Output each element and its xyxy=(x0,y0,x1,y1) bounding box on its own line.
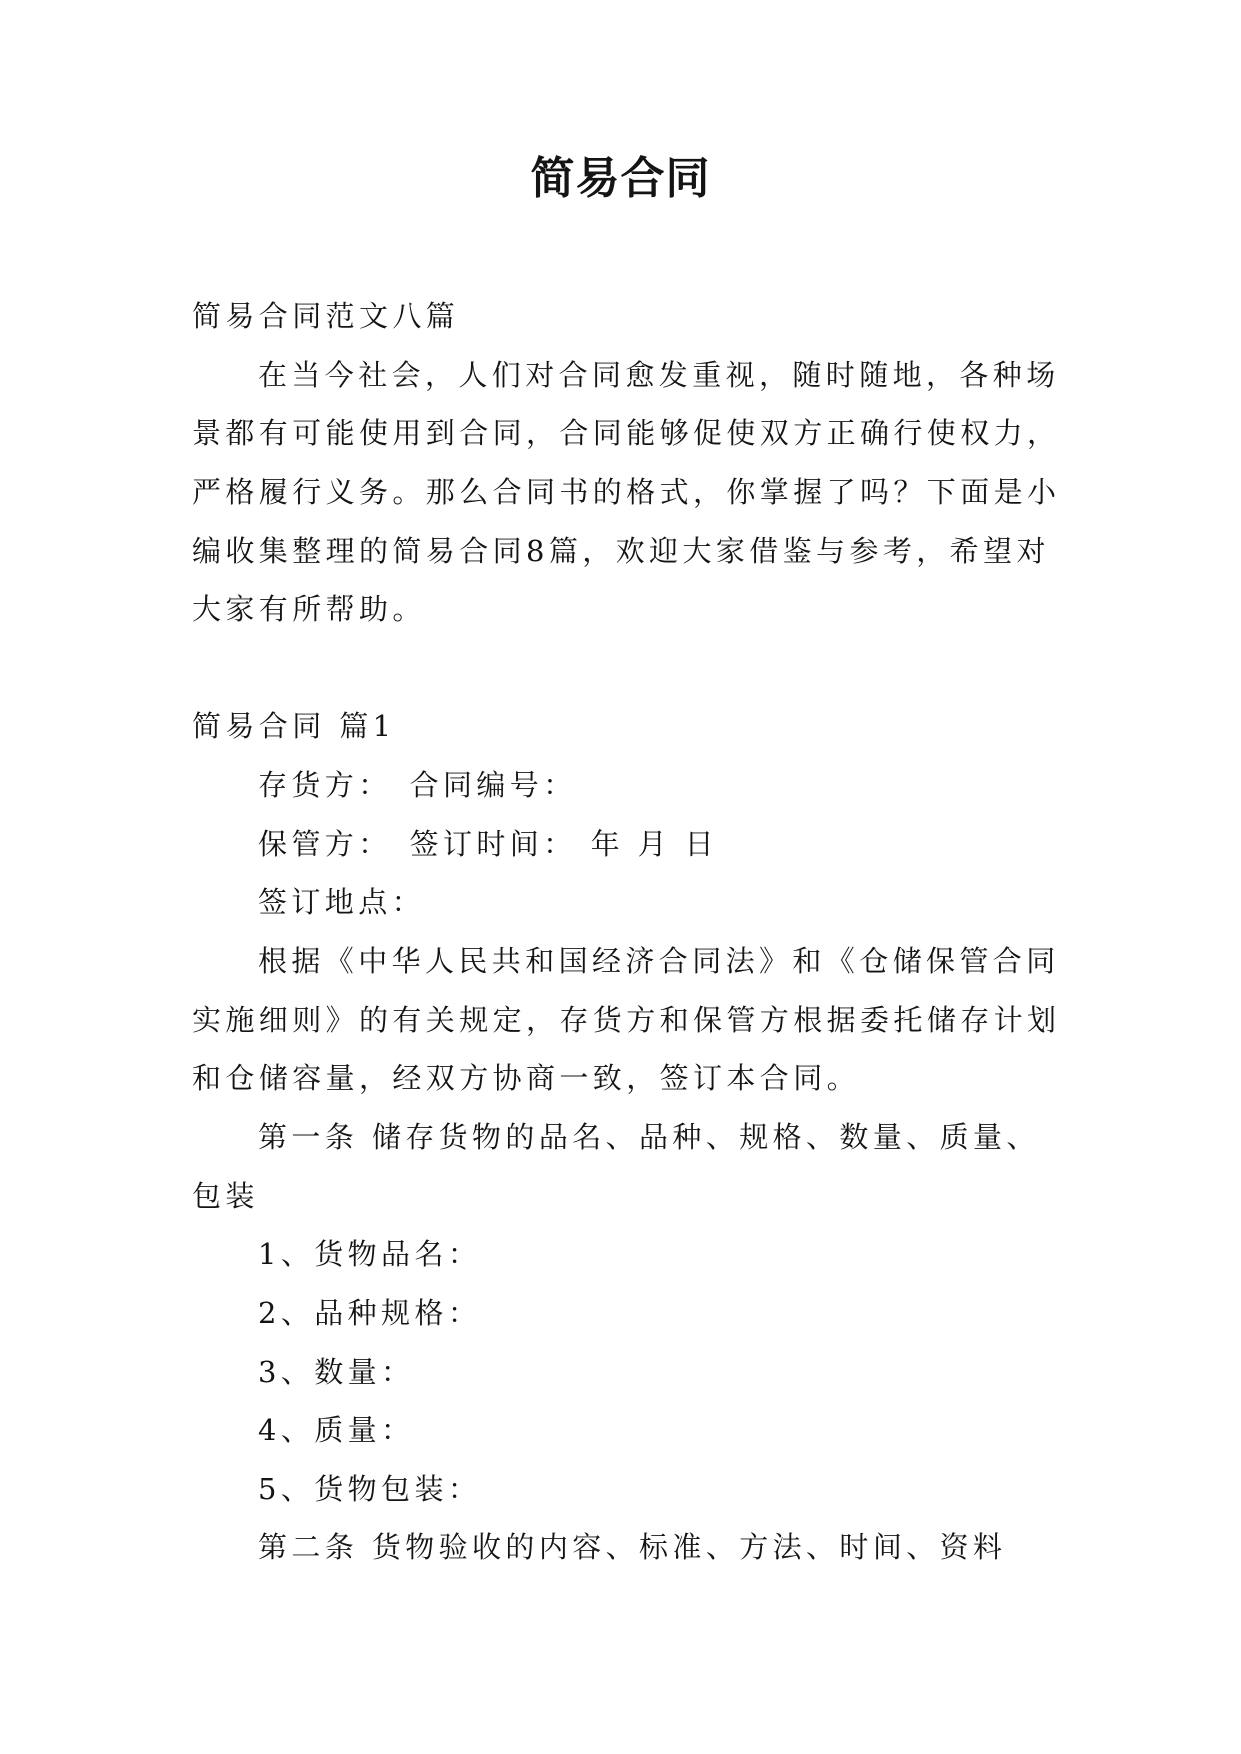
preamble-line: 实施细则》的有关规定，存货方和保管方根据委托储存计划 xyxy=(192,1002,1061,1037)
document-body xyxy=(192,287,1092,1577)
intro-line: 景都有可能使用到合同，合同能够促使双方正确行使权力， xyxy=(192,416,1061,451)
sign-time-label: 签订时间： xyxy=(409,826,577,861)
article-1-item: 4、质量： xyxy=(258,1413,415,1448)
intro-line: 编收集整理的简易合同8篇，欢迎大家借鉴与参考，希望对 xyxy=(192,533,1050,568)
article-1-item: 5、货物包装： xyxy=(258,1471,482,1506)
article-1-heading-cont: 包装 xyxy=(192,1178,259,1213)
intro-line: 大家有所帮助。 xyxy=(192,592,426,627)
intro-line: 严格履行义务。那么合同书的格式，你掌握了吗？下面是小 xyxy=(192,474,1061,509)
date-placeholder: 年 月 日 xyxy=(590,826,719,861)
party-line-custodian xyxy=(192,815,1092,874)
depositor-label: 存货方： xyxy=(258,768,392,803)
contract-number-label: 合同编号： xyxy=(409,768,577,803)
document-title: 简易合同 xyxy=(530,153,711,204)
collection-heading: 简易合同范文八篇 xyxy=(192,299,460,333)
preamble-line: 和仓储容量，经双方协商一致，签订本合同。 xyxy=(192,1061,861,1096)
custodian-label: 保管方： xyxy=(258,826,392,861)
article-1-heading: 第一条 储存货物的品名、品种、规格、数量、质量、 xyxy=(258,1119,1040,1154)
sign-place-label: 签订地点： xyxy=(258,885,426,920)
article-1-item: 1、货物品名： xyxy=(258,1237,482,1272)
section-heading: 简易合同 篇1 xyxy=(192,709,396,744)
party-line-depositor xyxy=(192,756,1092,815)
article-1-item: 2、品种规格： xyxy=(258,1295,482,1330)
article-1-item: 3、数量： xyxy=(258,1354,415,1389)
intro-line: 在当今社会，人们对合同愈发重视，随时随地，各种场 xyxy=(258,357,1060,392)
article-2-heading: 第二条 货物验收的内容、标准、方法、时间、资料 xyxy=(258,1530,1007,1565)
preamble-line: 根据《中华人民共和国经济合同法》和《仓储保管合同 xyxy=(258,944,1060,979)
blank-line xyxy=(192,639,1092,698)
